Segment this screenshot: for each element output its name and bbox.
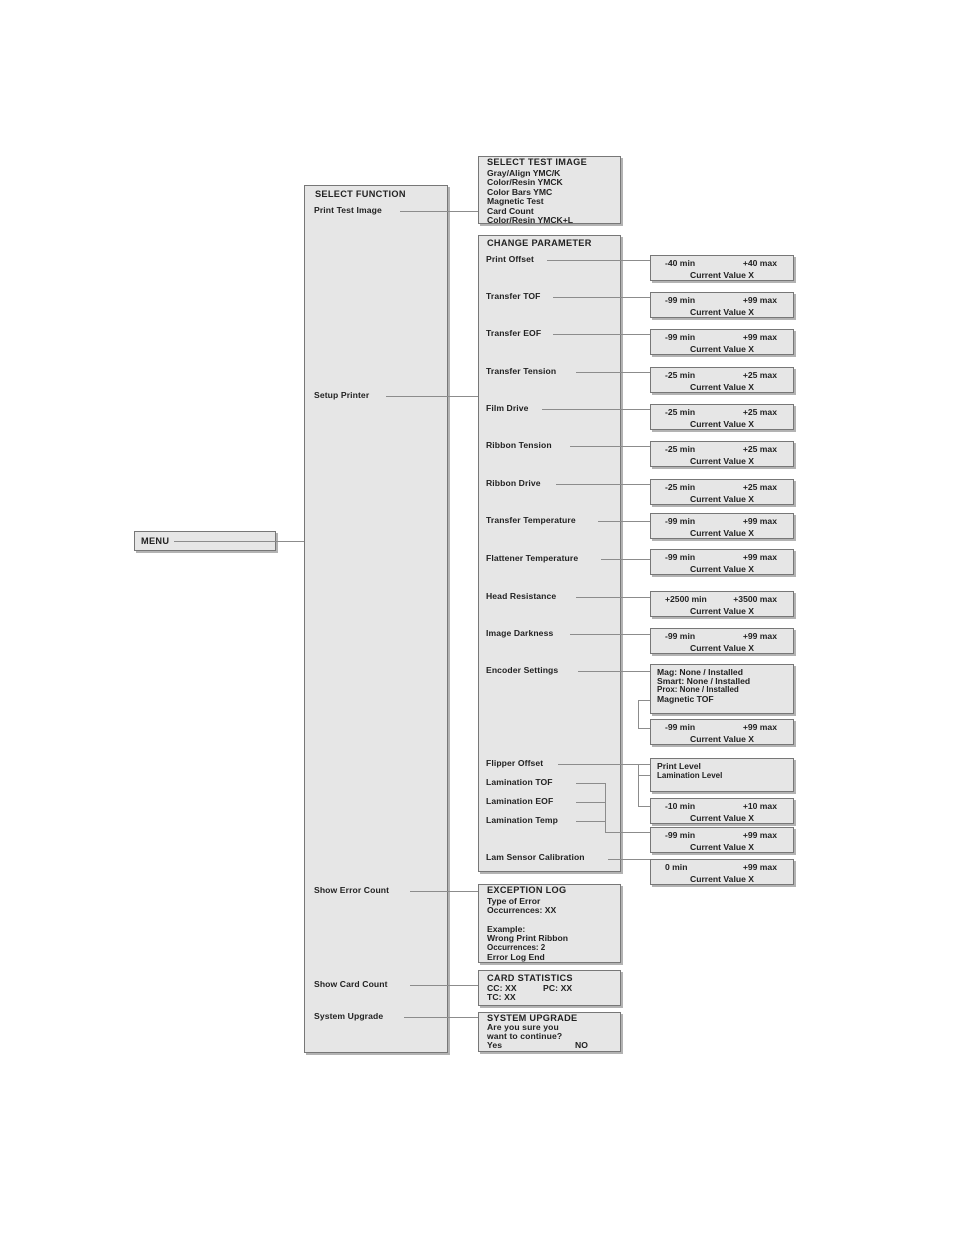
range-max: +40 max [742, 258, 777, 268]
current-value: Current Value X [690, 344, 754, 354]
exception-log-line: Type of Error [487, 896, 541, 906]
range-max: +99 max [742, 332, 777, 342]
param-image-darkness[interactable]: Image Darkness [486, 628, 554, 638]
range-max: +25 max [742, 407, 777, 417]
test-image-option[interactable]: Color Bars YMC [487, 187, 553, 197]
range-min: -10 min [665, 801, 696, 811]
param-transfer-tension[interactable]: Transfer Tension [486, 366, 557, 376]
param-print-offset[interactable]: Print Offset [486, 254, 534, 264]
param-lamination-temp[interactable]: Lamination Temp [486, 815, 559, 825]
param-film-drive[interactable]: Film Drive [486, 403, 529, 413]
param-encoder-settings[interactable]: Encoder Settings [486, 665, 559, 675]
connector-transfer-tension [576, 372, 650, 373]
range-min: -25 min [665, 444, 696, 454]
param-lam-sensor-calibration[interactable]: Lam Sensor Calibration [486, 852, 585, 862]
param-flipper-offset[interactable]: Flipper Offset [486, 758, 544, 768]
range-box-lam-sensor [650, 859, 794, 885]
system-upgrade-line: Are you sure you [487, 1022, 559, 1032]
encoder-line: Mag: None / Installed [657, 667, 743, 677]
current-value: Current Value X [690, 813, 754, 823]
exception-log-box [478, 884, 621, 963]
range-max: +99 max [742, 722, 777, 732]
param-ribbon-tension[interactable]: Ribbon Tension [486, 440, 552, 450]
range-box-film-drive [650, 404, 794, 430]
range-max: +10 max [742, 801, 777, 811]
exception-log-line: Occurrences: 2 [487, 943, 546, 952]
exception-log-line: Error Log End [487, 952, 545, 962]
range-min: -25 min [665, 407, 696, 417]
connector-flipper-range [638, 806, 650, 807]
test-image-option[interactable]: Gray/Align YMC/K [487, 168, 561, 178]
encoder-line: Prox: None / Installed [657, 685, 739, 694]
range-min: -99 min [665, 631, 696, 641]
param-ribbon-drive[interactable]: Ribbon Drive [486, 478, 541, 488]
setup-printer-item[interactable]: Setup Printer [314, 390, 370, 400]
range-max: +25 max [742, 444, 777, 454]
current-value: Current Value X [690, 270, 754, 280]
connector-flipper-v [638, 764, 639, 806]
current-value: Current Value X [690, 382, 754, 392]
connector-magnetic-tof-h2 [638, 728, 650, 729]
current-value: Current Value X [690, 842, 754, 852]
connector-lamination-tof [576, 783, 605, 784]
range-box-flipper [650, 798, 794, 824]
select-function-header: SELECT FUNCTION [315, 189, 406, 199]
range-min: -99 min [665, 295, 696, 305]
test-image-option[interactable]: Card Count [487, 206, 534, 216]
connector-print-test [400, 211, 478, 212]
connector-card-count [410, 985, 478, 986]
range-box-print-offset [650, 255, 794, 281]
range-min: -25 min [665, 482, 696, 492]
connector-flipper-offset [558, 764, 650, 765]
current-value: Current Value X [690, 528, 754, 538]
encoder-line: Smart: None / Installed [657, 676, 751, 686]
exception-log-header: EXCEPTION LOG [487, 885, 567, 895]
connector-transfer-temperature [598, 521, 650, 522]
connector-lamination-temp [576, 821, 605, 822]
test-image-option[interactable]: Color/Resin YMCK [487, 177, 563, 187]
connector-transfer-tof [553, 297, 650, 298]
param-transfer-temperature[interactable]: Transfer Temperature [486, 515, 576, 525]
range-box-head-resistance [650, 591, 794, 617]
system-upgrade-box [478, 1012, 621, 1052]
range-min: -99 min [665, 516, 696, 526]
card-statistics-pc: PC: XX [543, 983, 573, 993]
param-transfer-eof[interactable]: Transfer EOF [486, 328, 542, 338]
param-lamination-eof[interactable]: Lamination EOF [486, 796, 554, 806]
range-min: 0 min [665, 862, 688, 872]
menu-label: MENU [141, 536, 170, 546]
range-max: +99 max [742, 516, 777, 526]
print-test-image-item[interactable]: Print Test Image [314, 205, 382, 215]
card-statistics-box [478, 970, 621, 1006]
connector-film-drive [542, 409, 650, 410]
system-upgrade-line: want to continue? [487, 1031, 563, 1041]
system-upgrade-header: SYSTEM UPGRADE [487, 1013, 578, 1023]
change-parameter-header: CHANGE PARAMETER [487, 238, 592, 248]
connector-system-upgrade [404, 1017, 478, 1018]
connector-flattener-temperature [601, 559, 650, 560]
range-max: +99 max [742, 631, 777, 641]
connector-ribbon-drive [556, 484, 650, 485]
test-image-header: SELECT TEST IMAGE [487, 157, 588, 167]
current-value: Current Value X [690, 419, 754, 429]
connector-setup-printer [386, 396, 478, 397]
range-box-image-darkness [650, 628, 794, 654]
current-value: Current Value X [690, 564, 754, 574]
connector-lamination-out [605, 832, 650, 833]
show-error-count-item[interactable]: Show Error Count [314, 885, 390, 895]
exception-log-line: Wrong Print Ribbon [487, 933, 568, 943]
select-function-box [304, 185, 448, 1053]
exception-log-line: Occurrences: XX [487, 905, 557, 915]
current-value: Current Value X [690, 734, 754, 744]
range-box-transfer-eof [650, 329, 794, 355]
param-head-resistance[interactable]: Head Resistance [486, 591, 557, 601]
range-min: -99 min [665, 830, 696, 840]
flipper-offset-box [650, 758, 794, 792]
test-image-option[interactable]: Color/Resin YMCK+L [487, 215, 574, 225]
range-max: +99 max [742, 552, 777, 562]
connector-lamination-eof [576, 802, 605, 803]
encoder-line: Magnetic TOF [657, 694, 714, 704]
connector-magnetic-tof-v [638, 700, 639, 728]
card-statistics-tc: TC: XX [487, 992, 516, 1002]
range-max: +25 max [742, 370, 777, 380]
current-value: Current Value X [690, 456, 754, 466]
current-value: Current Value X [690, 494, 754, 504]
range-box-ribbon-drive [650, 479, 794, 505]
range-min: -40 min [665, 258, 696, 268]
system-upgrade-item[interactable]: System Upgrade [314, 1011, 384, 1021]
flipper-line: Print Level [657, 761, 701, 771]
connector-error-count [410, 891, 478, 892]
range-box-flattener-temperature [650, 549, 794, 575]
current-value: Current Value X [690, 307, 754, 317]
range-box-lamination [650, 827, 794, 853]
menu-connector [174, 541, 304, 542]
connector-encoder-settings [578, 671, 650, 672]
param-transfer-tof[interactable]: Transfer TOF [486, 291, 541, 301]
range-max: +99 max [742, 830, 777, 840]
current-value: Current Value X [690, 874, 754, 884]
range-box-transfer-tof [650, 292, 794, 318]
range-min: -25 min [665, 370, 696, 380]
connector-image-darkness [570, 634, 650, 635]
current-value: Current Value X [690, 606, 754, 616]
range-box-magnetic-tof [650, 719, 794, 745]
range-max: +25 max [742, 482, 777, 492]
card-statistics-header: CARD STATISTICS [487, 973, 573, 983]
card-statistics-cc: CC: XX [487, 983, 517, 993]
exception-log-line: Example: [487, 924, 526, 934]
range-min: +2500 min [665, 594, 707, 604]
param-flattener-temperature[interactable]: Flattener Temperature [486, 553, 579, 563]
flipper-line: Lamination Level [657, 771, 723, 780]
range-min: -99 min [665, 552, 696, 562]
test-image-option[interactable]: Magnetic Test [487, 196, 544, 206]
range-max: +3500 max [733, 594, 777, 604]
connector-lam-sensor [608, 859, 650, 860]
range-max: +99 max [742, 862, 777, 872]
param-lamination-tof[interactable]: Lamination TOF [486, 777, 553, 787]
show-card-count-item[interactable]: Show Card Count [314, 979, 388, 989]
range-box-ribbon-tension [650, 441, 794, 467]
range-max: +99 max [742, 295, 777, 305]
connector-transfer-eof [553, 334, 650, 335]
range-box-transfer-tension [650, 367, 794, 393]
test-image-box [478, 156, 621, 224]
connector-print-offset [547, 260, 650, 261]
range-min: -99 min [665, 332, 696, 342]
encoder-settings-box [650, 664, 794, 714]
system-upgrade-yes[interactable]: Yes [487, 1040, 503, 1050]
connector-lamination-bus [605, 783, 606, 832]
range-box-transfer-temperature [650, 513, 794, 539]
range-min: -99 min [665, 722, 696, 732]
current-value: Current Value X [690, 643, 754, 653]
connector-head-resistance [576, 597, 650, 598]
system-upgrade-no[interactable]: NO [575, 1040, 589, 1050]
connector-ribbon-tension [570, 446, 650, 447]
